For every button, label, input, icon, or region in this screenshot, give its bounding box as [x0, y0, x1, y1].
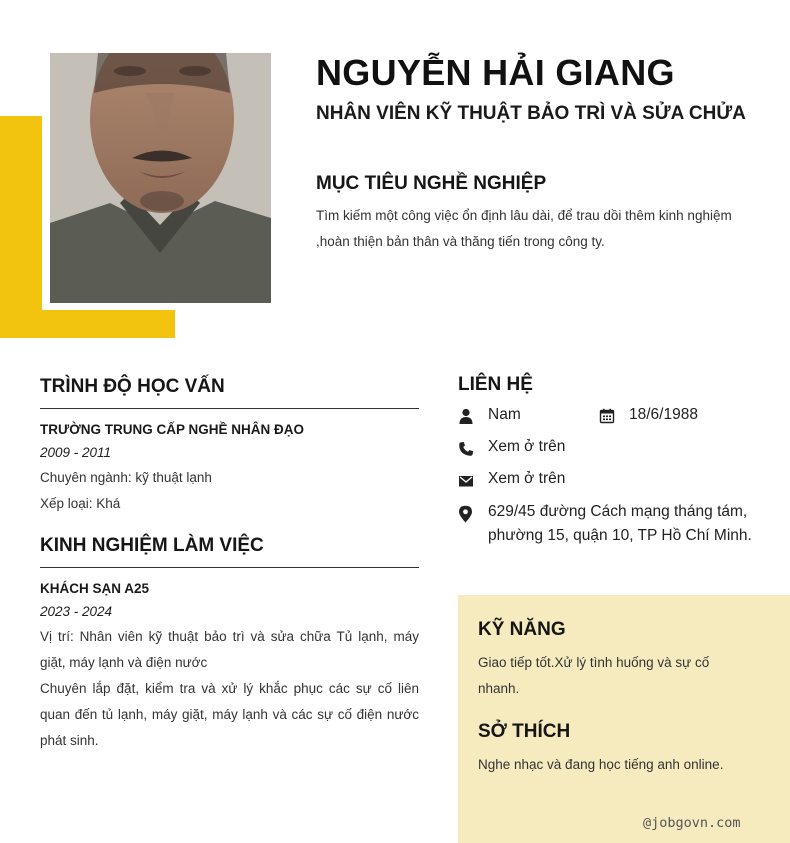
profile-photo: [50, 53, 271, 303]
phone-icon: [458, 441, 474, 457]
person-icon: [458, 408, 474, 424]
education-major: Chuyên ngành: kỹ thuật lạnh: [40, 470, 212, 485]
objective-text: Tìm kiếm một công việc ổn định lâu dài, để trau dồi thêm kinh nghiệm ,hoàn thiện bản thân và thăng tiến trong công ty.: [316, 208, 732, 249]
education-heading: TRÌNH ĐỘ HỌC VẤN: [40, 376, 225, 397]
contact-email: Xem ở trên: [488, 470, 566, 487]
skills-text: Giao tiếp tốt.Xử lý tình huống và sự cố nhanh.: [478, 655, 710, 696]
school-name: TRƯỜNG TRUNG CẤP NGHỀ NHÂN ĐẠO: [40, 422, 304, 437]
contact-gender: Nam: [488, 406, 521, 423]
calendar-icon: [599, 408, 615, 424]
job-title: NHÂN VIÊN KỸ THUẬT BẢO TRÌ VÀ SỬA CHỬA: [316, 103, 746, 124]
candidate-name: NGUYỄN HẢI GIANG: [316, 52, 675, 93]
company-name: KHÁCH SẠN A25: [40, 581, 150, 596]
experience-duties: Chuyên lắp đặt, kiểm tra và xử lý khắc phục các sự cố liên quan đến tủ lạnh, máy giặt, máy lạnh và các sự cố điện nước phát sinh.: [40, 681, 419, 748]
experience-period: 2023 - 2024: [40, 604, 113, 619]
contact-address: 629/45 đường Cách mạng tháng tám, phường 15, quận 10, TP Hồ Chí Minh.: [488, 503, 752, 544]
experience-heading: KINH NGHIỆM LÀM VIỆC: [40, 535, 264, 556]
hobbies-heading: SỞ THÍCH: [478, 721, 571, 742]
education-rank: Xếp loại: Khá: [40, 496, 121, 511]
experience-divider: [40, 567, 419, 568]
objective-heading: MỤC TIÊU NGHỀ NGHIỆP: [316, 173, 547, 194]
location-pin-icon: [457, 505, 474, 523]
contact-birthdate: 18/6/1988: [629, 406, 698, 423]
mail-icon: [458, 473, 474, 489]
watermark: @jobgovn.com: [643, 815, 741, 831]
hobbies-text: Nghe nhạc và đang học tiếng anh online.: [478, 757, 724, 772]
contact-heading: LIÊN HỆ: [458, 374, 533, 395]
contact-phone: Xem ở trên: [488, 438, 566, 455]
skills-heading: KỸ NĂNG: [478, 619, 566, 640]
education-period: 2009 - 2011: [40, 445, 112, 460]
experience-position: Vị trí: Nhân viên kỹ thuật bảo trì và sửa chữa Tủ lạnh, máy giặt, máy lạnh và điện nước: [40, 629, 419, 670]
education-divider: [40, 408, 419, 409]
